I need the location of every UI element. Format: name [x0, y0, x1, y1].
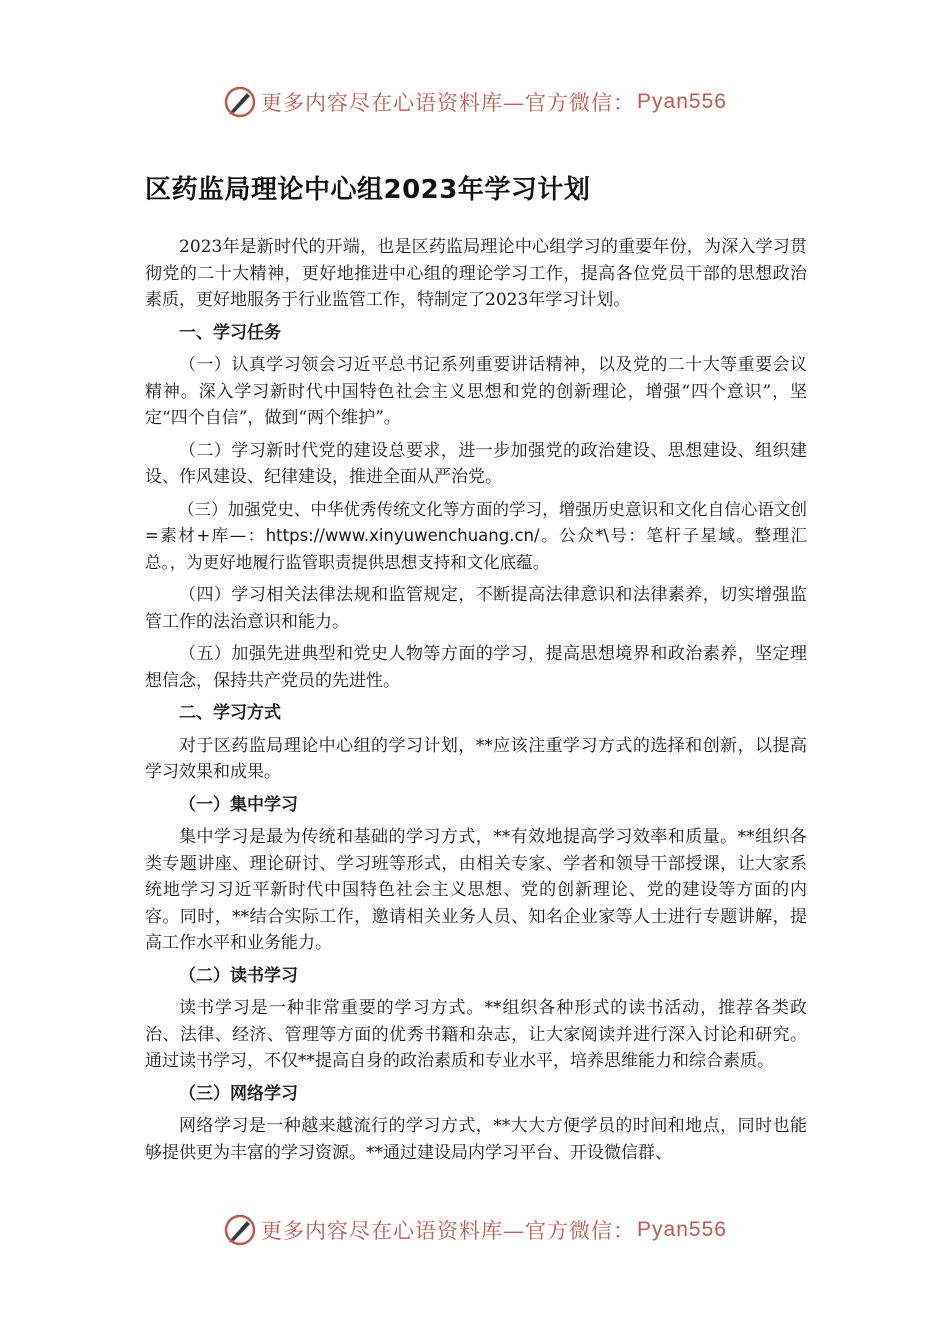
watermark-text: 更多内容尽在心语资料库—官方微信：	[261, 91, 636, 115]
watermark-banner-bottom	[0, 1210, 950, 1250]
pen-circle-logo-icon	[223, 85, 257, 119]
subheading-centralized-study: （一）集中学习	[179, 794, 298, 815]
task-item-4: （四）学习相关法律法规和监管规定，不断提高法律意识和法律素养，切实增强监管工作的法治意识和能力。	[145, 585, 807, 632]
pen-circle-logo-icon	[223, 1213, 257, 1247]
watermark-wechat-id: Pyan556	[637, 90, 727, 113]
section-heading-tasks: 一、学习任务	[179, 322, 281, 343]
page-title: 区药监局理论中心组2023年学习计划	[145, 175, 591, 205]
online-study-paragraph: 网络学习是一种越来越流行的学习方式，**大大方便学员的时间和地点，同时也能够提供更为丰富的学习资源。**通过建设局内学习平台、开设微信群、	[145, 1116, 807, 1163]
watermark-banner-top	[0, 82, 950, 122]
subheading-reading-study: （二）读书学习	[179, 965, 298, 986]
centralized-study-paragraph: 集中学习是最为传统和基础的学习方式，**有效地提高学习效率和质量。**组织各类专题讲座、理论研讨、学习班等形式，由相关专家、学者和领导干部授课，让大家系统地学习习近平新时代中国特色社会主义思想、党的创新理论、党的建设等方面的内容。同时，**结合实际工作，邀请相关业务人员、知名企业家等人士进行专题讲解，提高工作水平和业务能力。	[145, 827, 807, 953]
subheading-online-study: （三）网络学习	[179, 1083, 298, 1104]
watermark-text: 更多内容尽在心语资料库—官方微信：	[261, 1219, 636, 1243]
task-item-1: （一）认真学习领会习近平总书记系列重要讲话精神，以及党的二十大等重要会议精神。深入学习新时代中国特色社会主义思想和党的创新理论，增强“四个意识”，坚定“四个自信”，做到“两个维护”。	[145, 355, 807, 428]
task-item-2: （二）学习新时代党的建设总要求，进一步加强党的政治建设、思想建设、组织建设、作风建设、纪律建设，推进全面从严治党。	[145, 440, 807, 487]
watermark-wechat-id: Pyan556	[637, 1218, 727, 1241]
task-item-5: （五）加强先进典型和党史人物等方面的学习，提高思想境界和政治素养，坚定理想信念，保持共产党员的先进性。	[145, 644, 807, 691]
task-item-3: （三）加强党史、中华优秀传统文化等方面的学习，增强历史意识和文化自信心语文创=素材+库—：https://www.xinyuwenchuang.cn/。公众*\号：笔杆子星域。整理汇总。，为更好地履行监管职责提供思想支持和文化底蕴。	[145, 499, 807, 572]
intro-paragraph: 2023年是新时代的开端，也是区药监局理论中心组学习的重要年份，为深入学习贯彻党的二十大精神，更好地推进中心组的理论学习工作，提高各位党员干部的思想政治素质，更好地服务于行业监管工作，特制定了2023年学习计划。	[145, 237, 807, 310]
reading-study-paragraph: 读书学习是一种非常重要的学习方式。**组织各种形式的读书活动，推荐各类政治、法律、经济、管理等方面的优秀书籍和杂志，让大家阅读并进行深入讨论和研究。通过读书学习，不仅**提高自身的政治素质和专业水平，培养思维能力和综合素质。	[145, 998, 807, 1071]
document-body	[145, 170, 807, 1172]
methods-intro-paragraph: 对于区药监局理论中心组的学习计划，**应该注重学习方式的选择和创新，以提高学习效果和成果。	[145, 735, 807, 782]
section-heading-methods: 二、学习方式	[179, 703, 281, 723]
